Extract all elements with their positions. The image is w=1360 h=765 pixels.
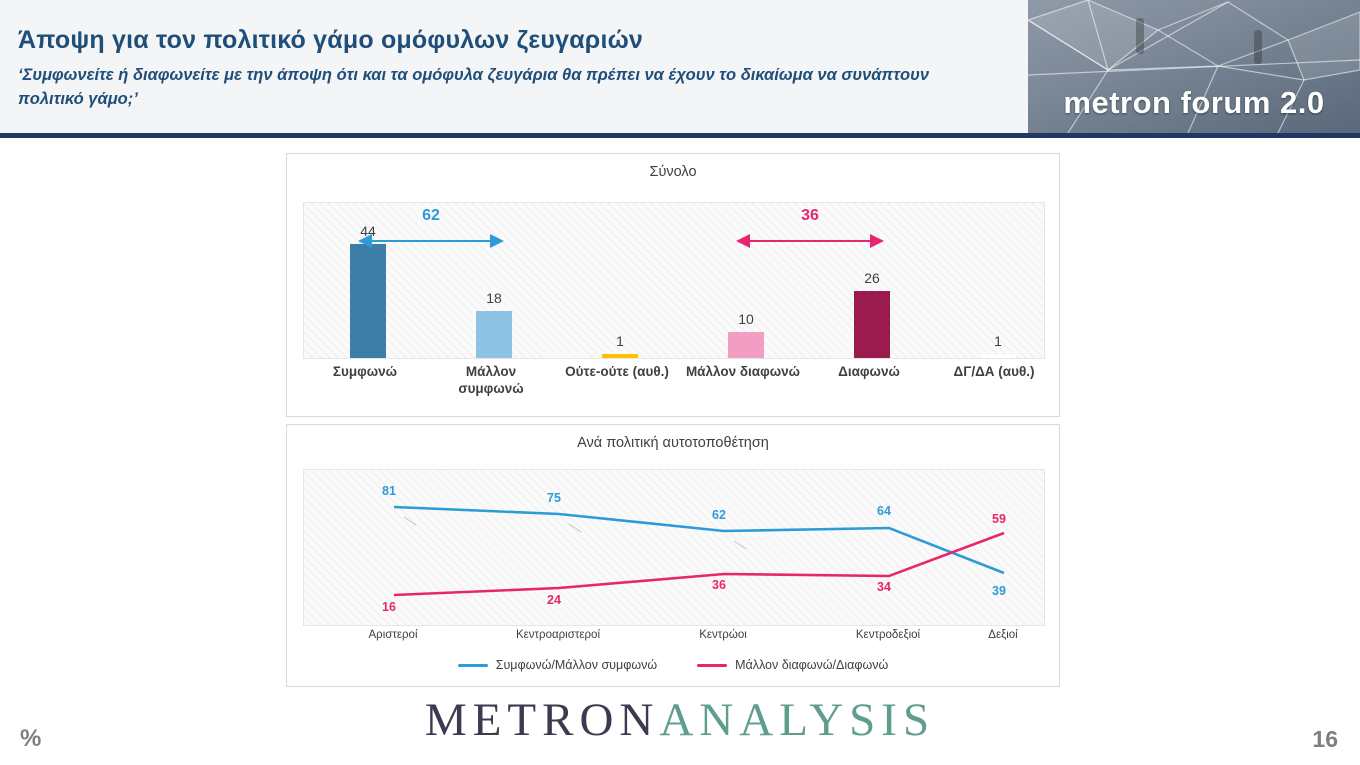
legend-swatch-agree: [458, 664, 488, 667]
bar-value-symfono: 44: [360, 223, 376, 239]
x-label-kentrooi: Κεντρώοι: [699, 629, 747, 641]
bar-value-diafono: 26: [864, 270, 880, 286]
plot-area-total: [303, 202, 1045, 359]
bracket-label-disagree: 36: [801, 207, 819, 224]
category-label-symfono: Συμφωνώ: [332, 364, 398, 379]
line-value-disagree-kentrodexioi: 34: [877, 580, 891, 594]
category-label-oute-oute: Ούτε-ούτε (αυθ.): [565, 364, 669, 379]
x-label-aristeroi: Αριστεροί: [368, 629, 418, 641]
x-label-kentroaristeroi: Κεντροαριστεροί: [515, 629, 601, 641]
bracket-label-agree: 62: [422, 207, 440, 224]
line-value-disagree-kentrooi: 36: [712, 578, 726, 592]
x-label-dexioi: Δεξιοί: [988, 629, 1018, 641]
line-series-graphic: [304, 470, 1044, 625]
legend-item-agree: [458, 658, 657, 672]
bar-value-mallon-diafono: 10: [738, 311, 754, 327]
category-label-mallon-symfono: Μάλλον συμφωνώ: [458, 364, 524, 396]
page-number: 16: [1312, 726, 1338, 752]
line-value-agree-kentroaristeroi: 75: [547, 491, 561, 505]
chart-panel-total: [286, 153, 1060, 417]
wordmark-analysis: ANALYSIS: [659, 694, 936, 746]
chart-legend: [287, 658, 1059, 672]
percent-symbol: %: [20, 725, 42, 752]
bracket-arrows-graphic: [304, 203, 1044, 358]
legend-swatch-disagree: [697, 664, 727, 667]
category-label-mallon-diafono: Μάλλον διαφωνώ: [685, 364, 801, 379]
legend-label-disagree: Μάλλον διαφωνώ/Διαφωνώ: [735, 658, 889, 672]
line-value-disagree-aristeroi: 16: [382, 600, 396, 614]
line-value-agree-kentrooi: 62: [712, 508, 726, 522]
category-label-diafono: Διαφωνώ: [838, 364, 900, 379]
chart-title-political: Ανά πολιτική αυτοτοποθέτηση: [577, 435, 769, 451]
bar-value-mallon-symfono: 18: [486, 290, 502, 306]
x-label-kentrodexioi: Κεντροδεξιοί: [855, 629, 921, 641]
wordmark-metron: METRON: [424, 694, 660, 746]
page-subtitle: ‘Συμφωνείτε ή διαφωνείτε με την άποψη ότι και τα ομόφυλα ζευγάρια θα πρέπει να έχουν το δικαίωμα να συνάπτουν πολιτικό γάμο;’: [18, 66, 930, 108]
metron-forum-logo: [1028, 0, 1360, 133]
chart-title-total: Σύνολο: [649, 164, 697, 180]
line-value-agree-dexioi: 39: [992, 584, 1006, 598]
bar-value-dg-da: 1: [994, 333, 1002, 349]
line-value-disagree-dexioi: 59: [992, 512, 1006, 526]
metron-analysis-wordmark: [0, 693, 1360, 747]
page-title: Άποψη για τον πολιτικό γάμο ομόφυλων ζευγαριών: [18, 26, 644, 54]
legend-item-disagree: [697, 658, 888, 672]
header-divider: [0, 133, 1360, 138]
category-label-dg-da: ΔΓ/ΔΑ (αυθ.): [953, 364, 1035, 379]
logo-wordmark: metron forum 2.0: [1063, 85, 1325, 120]
legend-label-agree: Συμφωνώ/Μάλλον συμφωνώ: [495, 658, 658, 672]
line-value-disagree-kentroaristeroi: 24: [547, 593, 561, 607]
bar-value-oute-oute: 1: [616, 333, 624, 349]
line-value-agree-aristeroi: 81: [382, 484, 396, 498]
line-value-agree-kentrodexioi: 64: [877, 504, 891, 518]
plot-area-political: [303, 469, 1045, 626]
slide-header: [0, 0, 1360, 138]
chart-panel-political: [286, 424, 1060, 687]
